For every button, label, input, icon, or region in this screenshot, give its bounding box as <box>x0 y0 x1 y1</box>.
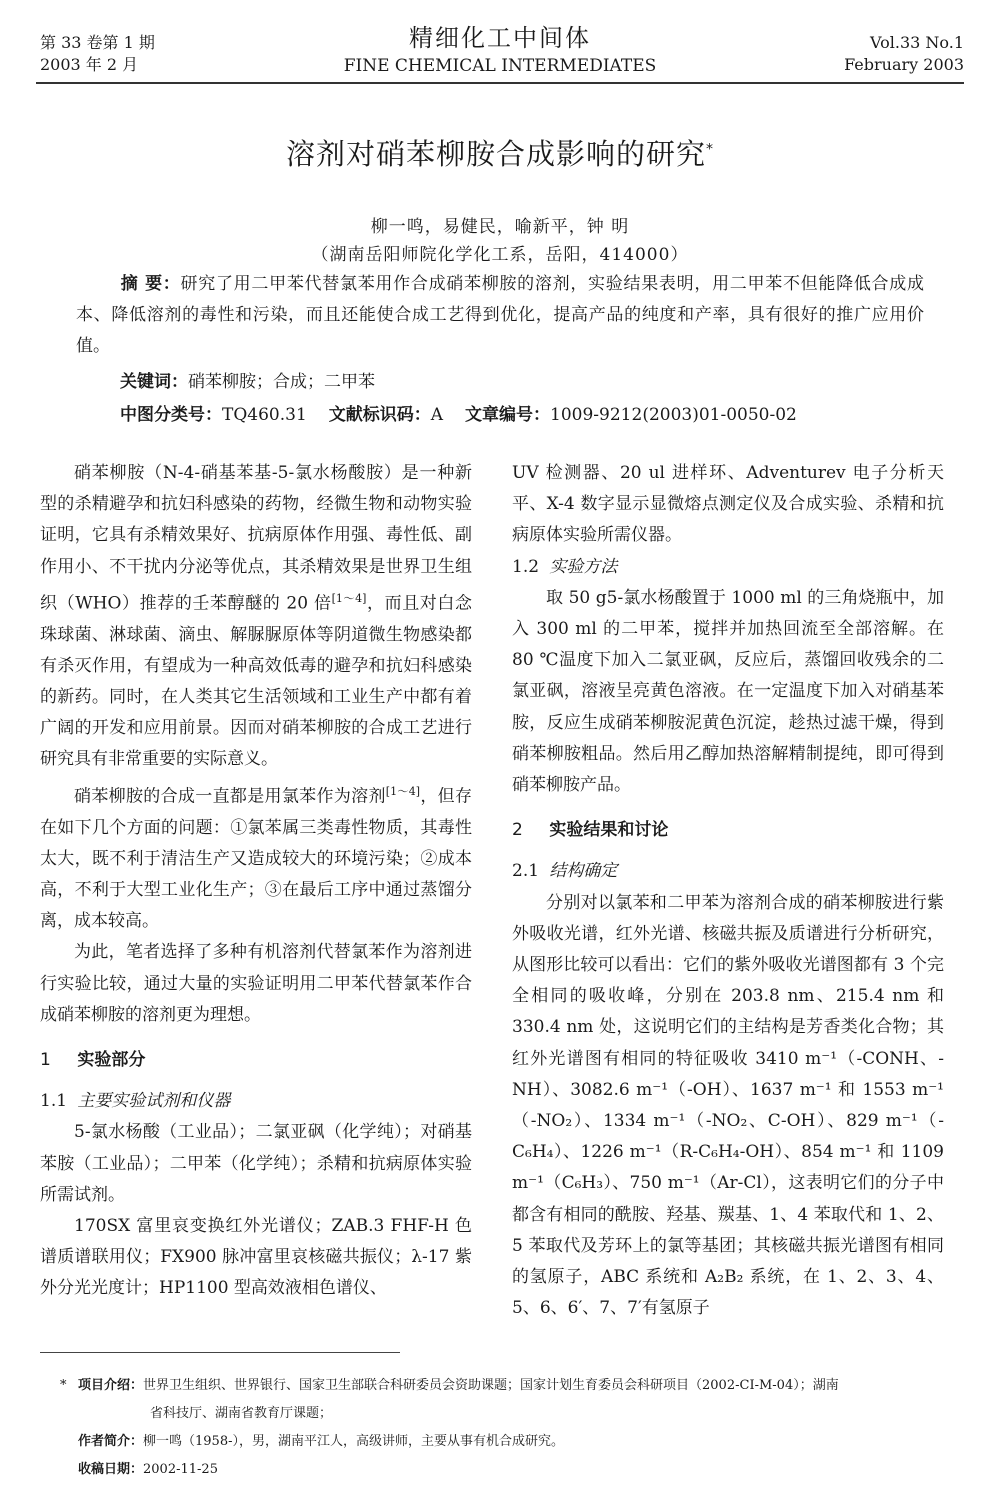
project-label: 项目介绍： <box>78 1378 144 1393</box>
author-text: 柳一鸣（1958-），男，湖南平江人，高级讲师，主要从事有机合成研究。 <box>143 1434 564 1449</box>
section-number: 2.1 <box>512 861 540 882</box>
section-title: 实验部分 <box>77 1049 146 1070</box>
date-text: 2002-11-25 <box>143 1462 218 1477</box>
footnote-project <box>60 1372 960 1400</box>
article-no-label: 文章编号： <box>465 405 551 425</box>
keywords <box>120 367 375 392</box>
section-number: 2 <box>512 820 523 841</box>
keywords-text: 硝苯柳胺；合成；二甲苯 <box>188 372 375 392</box>
issue-date-en: February 2003 <box>844 55 964 74</box>
paragraph <box>40 458 472 776</box>
paper-title <box>0 132 1000 173</box>
section-number: 1.2 <box>512 556 540 577</box>
paragraph <box>40 776 472 938</box>
paragraph: 170SX 富里哀变换红外光谱仪；ZAB.3 FHF-H 色谱质谱联用仪；FX900 脉冲富里哀核磁共振仪；λ-17 紫外分光光度计；HP1100 型高效液相色谱仪、 <box>40 1215 472 1299</box>
paragraph: 取 50 g5-氯水杨酸置于 1000 ml 的三角烧瓶中，加入 300 ml 的二甲苯，搅拌并加热回流至全部溶解。在 80 ℃温度下加入二氯亚砜，反应后，蒸馏回收残余的二氯亚砜，溶液呈亮黄色溶液。在一定温度下加入对硝基苯胺，反应生成硝苯柳胺泥黄色沉淀，趁热过滤干燥，得到硝苯柳胺粗品。然后用乙醇加热溶解精制提纯，即可得到硝苯柳胺产品。 <box>512 587 944 796</box>
text-span: ，但存在如下几个方面的问题：①氯苯属三类毒性物质，其毒性太大，既不利于清洁生产又造成较大的环境污染；②成本高，不利于大型工业化生产；③在最后工序中通过蒸馏分离，成本较高。 <box>40 786 472 932</box>
section-heading <box>40 1045 472 1076</box>
section-title: 实验方法 <box>549 556 618 577</box>
footnote-rule <box>40 1352 400 1353</box>
section-title: 结构确定 <box>549 861 618 882</box>
author-label: 作者简介： <box>78 1434 144 1449</box>
paragraph: 分别对以氯苯和二甲苯为溶剂合成的硝苯柳胺进行紫外吸收光谱，红外光谱、核磁共振及质谱进行分析研究，从图形比较可以看出：它们的紫外吸收光谱图都有 3 个完全相同的吸收峰，分别在 203.8 nm、215.4 nm 和 330.4 nm 处，这说明它们的主结构是芳香类化合物；其红外光谱图有相同的特征吸收 3410 m⁻¹（-CONH、-NH）、3082.6 m⁻¹（-OH）、1637 m⁻¹ 和 1553 m⁻¹（-NO₂）、1334 m⁻¹（-NO₂、C-OH）、829 m⁻¹（-C₆H₄）、1226 m⁻¹（R-C₆H₄-OH）、854 m⁻¹ 和 1109 m⁻¹（C₆H₃）、750 m⁻¹（Ar-Cl），这表明它们的分子中都含有相同的酰胺、羟基、羰基、1、4 苯取代和 1、2、5 苯取代及芳环上的氯等基团；其核磁共振光谱图有相同的氢原子，ABC 系统和 A₂B₂ 系统，在 1、2、3、4、5、6、6′、7、7′有氢原子 <box>512 892 944 1319</box>
paragraph: 5-氯水杨酸（工业品）；二氯亚砜（化学纯）；对硝基苯胺（工业品）；二甲苯（化学纯）；杀精和抗病原体实验所需试剂。 <box>40 1122 472 1205</box>
text-span: 硝苯柳胺（N-4-硝基苯基-5-氯水杨酸胺）是一种新型的杀精避孕和抗妇科感染的药物，经微生物和动物实验证明，它具有杀精效果好、抗病原体作用强、毒性低、副作用小、不干扰内分泌等优点，其杀精效果是世界卫生组织（WHO）推荐的壬苯醇醚的 20 倍 <box>40 463 472 614</box>
title-footnote-mark: * <box>706 141 714 158</box>
footnote-mark: * <box>60 1378 67 1393</box>
section-title: 实验结果和讨论 <box>549 820 669 841</box>
citation: [1～4] <box>385 784 421 798</box>
issue-date: 2003 年 2 月 <box>40 55 139 74</box>
doc-code-label: 文献标识码： <box>328 405 431 425</box>
abstract <box>76 269 924 362</box>
section-number: 1.1 <box>40 1091 68 1112</box>
footnotes <box>60 1372 960 1484</box>
clc-label: 中图分类号： <box>120 405 222 425</box>
left-column <box>40 458 472 1305</box>
footnote-author <box>60 1428 960 1456</box>
article-no-value: 1009-9212(2003)01-0050-02 <box>550 405 797 425</box>
issue-info <box>40 32 155 76</box>
paper-title-text: 溶剂对硝苯柳胺合成影响的研究 <box>285 137 706 171</box>
paragraph: UV 检测器、20 ul 进样环、Adventurev 电子分析天平、X-4 数字显示显微熔点测定仪及合成实验、杀精和抗病原体实验所需仪器。 <box>512 463 944 546</box>
project-text: 世界卫生组织、世界银行、国家卫生部联合科研委员会资助课题；国家计划生育委员会科研项目（2002-CI-M-04）；湖南 <box>143 1378 839 1393</box>
affiliation: （湖南岳阳师院化学化工系，岳阳，414000） <box>311 245 689 265</box>
section-number: 1 <box>40 1049 51 1070</box>
section-title: 主要实验试剂和仪器 <box>77 1091 231 1112</box>
issue-volume-en: Vol.33 No.1 <box>870 33 964 52</box>
journal-name-en: FINE CHEMICAL INTERMEDIATES <box>343 56 657 76</box>
citation: [1～4] <box>331 591 367 605</box>
doc-code-value: A <box>430 405 444 425</box>
footnote-date <box>60 1456 960 1484</box>
paragraph: 为此，笔者选择了多种有机溶剂代替氯苯作为溶剂进行实验比较，通过大量的实验证明用二甲苯代替氯苯作合成硝苯柳胺的溶剂更为理想。 <box>40 942 472 1025</box>
subsection-heading <box>40 1086 472 1117</box>
issue-info-en <box>844 32 964 76</box>
subsection-heading <box>512 856 944 887</box>
abstract-text: 研究了用二甲苯代替氯苯用作合成硝苯柳胺的溶剂，实验结果表明，用二甲苯不但能降低合成成本、降低溶剂的毒性和污染，而且还能使合成工艺得到优化，提高产品的纯度和产率，具有很好的推广应用价值。 <box>76 274 924 356</box>
header-rule <box>36 82 964 84</box>
journal-name-cn: 精细化工中间体 <box>409 24 591 52</box>
subsection-heading <box>512 552 944 583</box>
project-text-cont: 省科技厅、湖南省教育厅课题； <box>150 1406 333 1421</box>
abstract-label: 摘 要： <box>120 274 181 294</box>
right-column <box>512 458 944 1324</box>
issue-volume: 第 33 卷第 1 期 <box>40 33 155 52</box>
date-label: 收稿日期： <box>78 1462 144 1477</box>
text-span: ，而且对白念珠球菌、淋球菌、滴虫、解脲脲原体等阴道微生物感染都有杀灭作用，有望成为一种高效低毒的避孕和抗妇科感染的新药。同时，在人类其它生活领域和工业生产中都有着广阔的开发和应用前景。因而对硝苯柳胺的合成工艺进行研究具有非常重要的实际意义。 <box>40 593 472 770</box>
authors: 柳一鸣，易健民，喻新平，钟 明 <box>370 217 630 237</box>
keywords-label: 关键词： <box>120 372 188 392</box>
clc-value: TQ460.31 <box>222 405 307 425</box>
journal-title <box>300 22 700 78</box>
classification-line <box>120 400 797 425</box>
text-span: 硝苯柳胺的合成一直都是用氯苯作为溶剂 <box>74 786 386 807</box>
section-heading <box>512 815 944 846</box>
